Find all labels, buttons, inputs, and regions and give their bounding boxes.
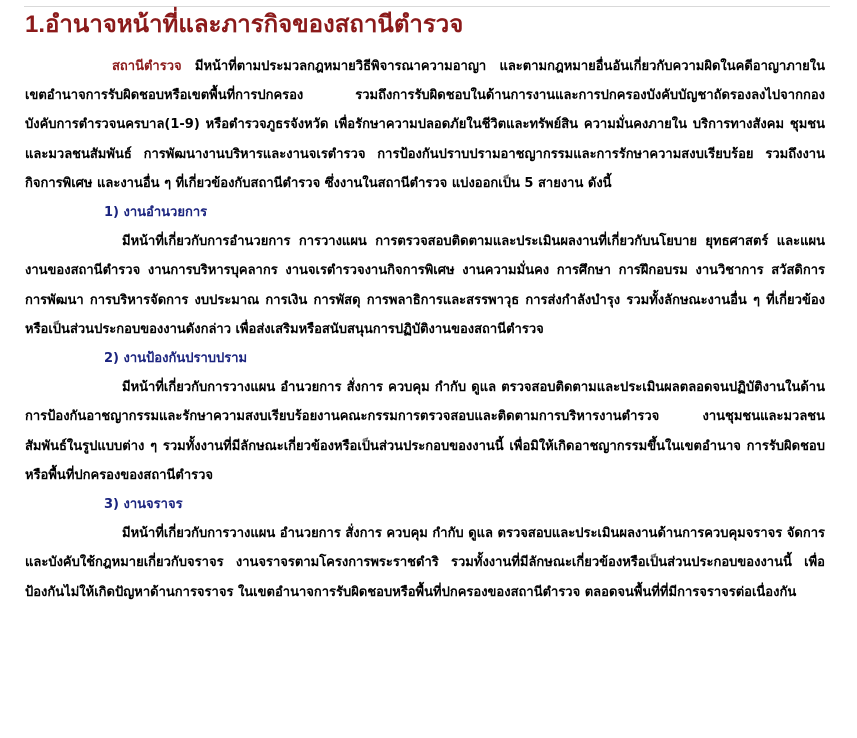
- section-body-crime-prevention: มีหน้าที่เกี่ยวกับการวางแผน อำนวยการ สั่งการ ควบคุม กำกับ ดูแล ตรวจสอบติดตามและประเมินผลตลอดจนปฏิบัติงานในด้านการป้องกันอาชญากรรมและรักษาความสงบเรียบร้อยงานคณะกรรมการตรวจสอบและติดตามการบริหารงานตำรวจ งานชุมชนและมวลชนสัมพันธ์ในรูปแบบต่าง ๆ รวมทั้งงานที่มีลักษณะเกี่ยวข้องหรือเป็นส่วนประกอบของงานนี้ เพื่อมิให้เกิดอาชญากรรมขึ้นในเขตอำนาจ การรับผิดชอบหรือพื้นที่ปกครองของสถานีตำรวจ: [25, 380, 825, 483]
- intro-lead-term: สถานีตำรวจ: [112, 59, 182, 74]
- section-heading-administration: 1) งานอำนวยการ: [104, 205, 208, 221]
- page-title: 1.อำนาจหน้าที่และภารกิจของสถานีตำรวจ: [25, 11, 464, 38]
- top-divider: [24, 6, 830, 7]
- section-heading-traffic: 3) งานจราจร: [104, 497, 183, 513]
- section-body-administration: มีหน้าที่เกี่ยวกับการอำนวยการ การวางแผน การตรวจสอบติดตามและประเมินผลงานที่เกี่ยวกับนโยบาย ยุทธศาสตร์ และแผนงานของสถานีตำรวจ งานการบริหารบุคลากร งานจเรตำรวจงานกิจการพิเศษ งานความมั่นคง การศึกษา การฝึกอบรม งานวิชาการ สวัสดิการ การพัฒนา การบริหารจัดการ งบประมาณ การเงิน การพัสดุ การพลาธิการและสรรพาวุธ การส่งกำลังบำรุง รวมทั้งลักษณะงานอื่น ๆ ที่เกี่ยวข้องหรือเป็นส่วนประกอบของงานดังกล่าว เพื่อส่งเสริมหรือสนับสนุนการปฏิบัติงานของสถานีตำรวจ: [25, 234, 825, 337]
- article-body: [25, 52, 825, 607]
- section-heading-crime-prevention: 2) งานป้องกันปราบปราม: [104, 351, 248, 367]
- intro-paragraph: [25, 52, 825, 198]
- intro-text: มีหน้าที่ตามประมวลกฎหมายวิธีพิจารณาความอาญา และตามกฎหมายอื่นอันเกี่ยวกับความผิดในคดีอาญาภายในเขตอำนาจการรับผิดชอบหรือเขตพื้นที่การปกครอง รวมถึงการรับผิดชอบในด้านการงานและการปกครองบังคับบัญชาถัดรองลงไปจากกองบังคับการตำรวจนครบาล(1-9) หรือตำรวจภูธรจังหวัด เพื่อรักษาความปลอดภัยในชีวิตและทรัพย์สิน ความมั่นคงภายใน บริการทางสังคม ชุมชน และมวลชนสัมพันธ์ การพัฒนางานบริหารและงานจเรตำรวจ การป้องกันปราบปรามอาชญากรรมและการรักษาความสงบเรียบร้อย รวมถึงงานกิจการพิเศษ และงานอื่น ๆ ที่เกี่ยวข้องกับสถานีตำรวจ ซึ่งงานในสถานีตำรวจ แบ่งออกเป็น 5 สายงาน ดังนี้: [25, 59, 825, 191]
- section-body-traffic: มีหน้าที่เกี่ยวกับการวางแผน อำนวยการ สั่งการ ควบคุม กำกับ ดูแล ตรวจสอบและประเมินผลงานด้านการควบคุมจราจร จัดการและบังคับใช้กฎหมายเกี่ยวกับจราจร งานจราจรตามโครงการพระราชดำริ รวมทั้งงานที่มีลักษณะเกี่ยวข้องหรือเป็นส่วนประกอบของงานนี้ เพื่อป้องกันไม่ให้เกิดปัญหาด้านการจราจร ในเขตอำนาจการรับผิดชอบหรือพื้นที่ปกครองของสถานีตำรวจ ตลอดจนพื้นที่ที่มีการจราจรต่อเนื่องกัน: [25, 526, 825, 600]
